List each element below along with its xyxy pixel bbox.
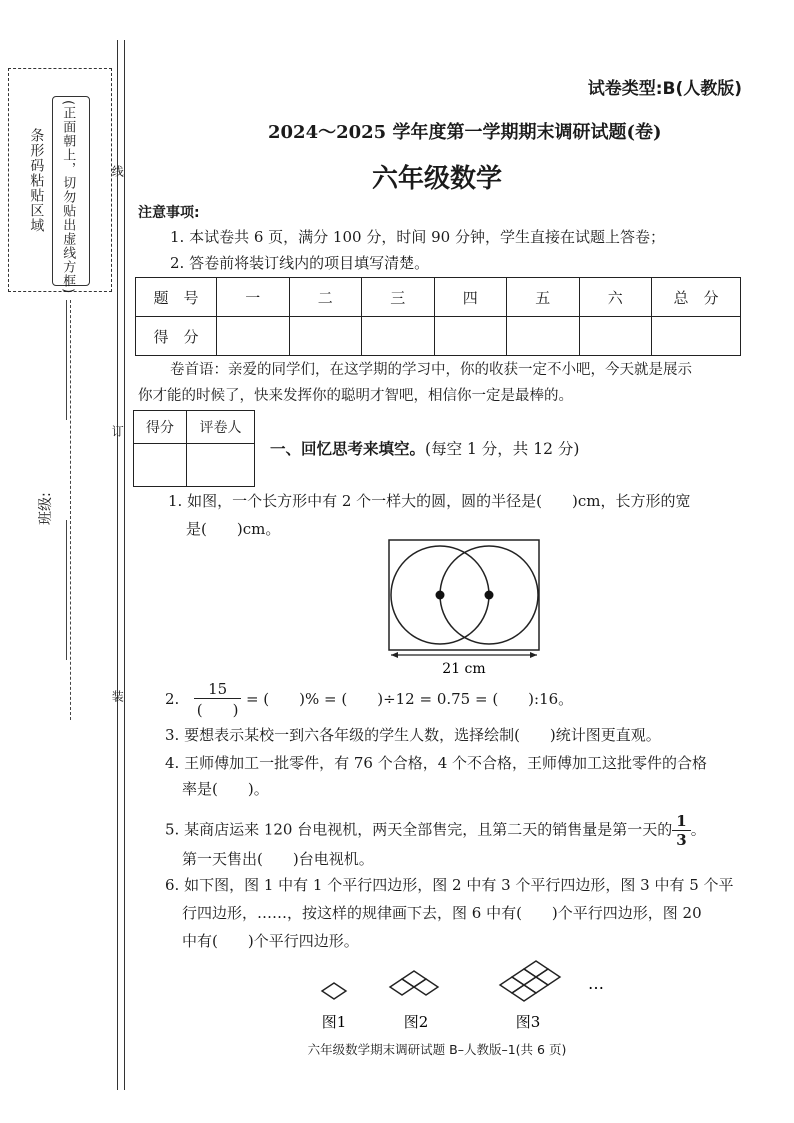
question-2-denominator: ( ) xyxy=(196,701,239,719)
dimension-arrow-left xyxy=(391,652,398,658)
notes-item-2: 2. 答卷前将装订线内的项目填写清楚。 xyxy=(170,254,430,272)
question-5-line-1 xyxy=(165,812,706,849)
score-input-cell[interactable] xyxy=(289,317,362,356)
score-input-cell[interactable] xyxy=(434,317,507,356)
score-header-cell: 一 xyxy=(217,278,290,317)
question-6-line-2: 行四边形，……，按这样的规律画下去，图 6 中有( )个平行四边形，图 20 xyxy=(182,904,702,922)
page-footer: 六年级数学期末调研试题 B–人教版–1(共 6 页) xyxy=(307,1042,567,1057)
binding-line xyxy=(117,40,118,1090)
preface-line-1: 卷首语：亲爱的同学们，在这学期的学习中，你的收获一定不小吧，今天就是展示 xyxy=(170,362,692,378)
figure-2-label: 图2 xyxy=(403,1013,429,1031)
section-1-note: (每空 1 分，共 12 分) xyxy=(425,440,580,458)
question-2-numerator: 15 xyxy=(194,680,241,699)
score-header-cell: 总 分 xyxy=(652,278,741,317)
question-1-line-2: 是( )cm。 xyxy=(186,520,281,538)
score-input-cell[interactable] xyxy=(652,317,741,356)
class-blank-line xyxy=(66,520,67,660)
question-5-denominator: 3 xyxy=(676,831,687,849)
figure-1-label: 图1 xyxy=(321,1013,347,1031)
grader-score-cell[interactable] xyxy=(134,444,187,487)
grader-name-label: 评卷人 xyxy=(187,411,255,444)
question-3: 3. 要想表示某校一到六各年级的学生人数，选择绘制( )统计图更直观。 xyxy=(165,726,661,744)
score-input-cell[interactable] xyxy=(362,317,435,356)
question-6-line-3: 中有( )个平行四边形。 xyxy=(182,932,359,950)
right-center-dot xyxy=(485,591,494,600)
preface-line-2: 你才能的时候了，快来发挥你的聪明才智吧，相信你一定是最棒的。 xyxy=(138,388,573,404)
rectangle-shape xyxy=(389,540,539,650)
score-input-cell[interactable] xyxy=(507,317,580,356)
subject-title: 六年级数学 xyxy=(371,164,502,194)
score-input-cell[interactable] xyxy=(217,317,290,356)
figure-3-shape xyxy=(500,961,560,1001)
question-5-line-2: 第一天售出( )台电视机。 xyxy=(182,850,374,868)
question-5-fraction xyxy=(672,812,690,849)
exam-title: 2024～2025 学年度第一学期期末调研试题(卷) xyxy=(268,122,662,143)
binding-line-inner xyxy=(124,40,125,1090)
score-header-cell: 题 号 xyxy=(136,278,217,317)
margin-mark-zhuang: 装 xyxy=(110,690,125,703)
question-5-text: 5. 某商店运来 120 台电视机，两天全部售完，且第二天的销售量是第一天的 xyxy=(165,820,673,839)
figure-3-label: 图3 xyxy=(515,1013,541,1031)
section-1-title: 一、回忆思考来填空。 xyxy=(270,440,426,458)
grader-score-label: 得分 xyxy=(134,411,187,444)
barcode-label: 条形码粘贴区域 xyxy=(28,128,45,233)
figure-1-shape xyxy=(322,983,346,999)
score-header-cell: 六 xyxy=(579,278,652,317)
notes-item-1: 1. 本试卷共 6 页，满分 100 分，时间 90 分钟，学生直接在试题上答卷； xyxy=(170,228,665,246)
score-input-cell[interactable] xyxy=(579,317,652,356)
margin-mark-xian: 线 xyxy=(110,165,125,178)
grader-table xyxy=(133,410,255,487)
section-1-heading xyxy=(270,437,579,459)
name-blank-line xyxy=(66,300,67,420)
question-6-line-1: 6. 如下图，图 1 中有 1 个平行四边形，图 2 中有 3 个平行四边形，图 3 中有 5 个平 xyxy=(165,876,734,894)
question-2 xyxy=(165,680,573,720)
question-2-number: 2. xyxy=(165,690,180,708)
question-2-fraction xyxy=(194,680,241,720)
notes-heading: 注意事项: xyxy=(138,205,200,221)
score-header-cell: 四 xyxy=(434,278,507,317)
question-5-end: 。 xyxy=(690,820,706,839)
class-label: 班级: xyxy=(38,492,54,525)
figure-2-shape xyxy=(390,971,438,995)
dimension-label: 21 cm xyxy=(442,661,486,677)
left-center-dot xyxy=(436,591,445,600)
score-header-cell: 二 xyxy=(289,278,362,317)
question-4-line-1: 4. 王师傅加工一批零件，有 76 个合格，4 个不合格，王师傅加工这批零件的合格 xyxy=(165,754,708,772)
question-2-rest: = ( )% = ( )÷12 = 0.75 = ( ):16。 xyxy=(245,690,574,708)
score-header-cell: 五 xyxy=(507,278,580,317)
score-table xyxy=(135,277,741,356)
question-1-line-1: 1. 如图，一个长方形中有 2 个一样大的圆，圆的半径是( )cm，长方形的宽 xyxy=(168,492,691,510)
question-5-numerator: 1 xyxy=(672,812,690,831)
score-header-cell: 三 xyxy=(362,278,435,317)
dimension-arrow-right xyxy=(530,652,537,658)
question-4-line-2: 率是( )。 xyxy=(182,780,269,798)
barcode-note: (正面朝上，切勿贴出虚线方框) xyxy=(60,100,76,295)
score-row-label: 得 分 xyxy=(136,317,217,356)
figure-ellipsis: … xyxy=(588,974,604,993)
rectangle-circles-figure xyxy=(380,538,550,678)
grader-name-cell[interactable] xyxy=(187,444,255,487)
parallelogram-pattern-figures xyxy=(310,955,610,1040)
paper-type: 试卷类型:B(人教版) xyxy=(587,79,742,99)
margin-mark-ding: 订 xyxy=(110,425,125,438)
